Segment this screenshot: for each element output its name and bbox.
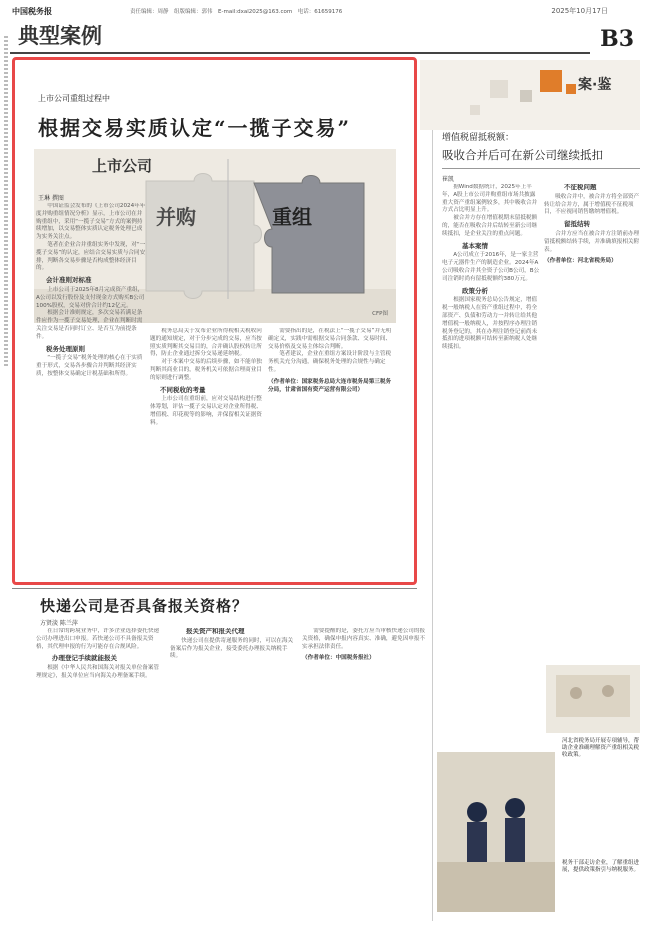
hero-left-text: 并购 [156,205,196,229]
masthead: 中国税务报 [12,7,52,16]
side-author: 崔凯 [442,176,455,183]
subheading: 不同税收的考量 [160,385,206,394]
paragraph: 根据《中华人民共和国海关对报关单位备案管理规定》，报关单位应当向海关办理备案手续。 [36,665,160,679]
banner-text: 案·鉴 [578,77,612,93]
hero-top-text: 上市公司 [92,157,153,175]
paragraph: 合并方应当在被合并方注销前办理留抵税额结转手续，并准确填报相关附表。 [544,230,640,253]
paragraph: A公司成立于2016年，是一家主营电子元器件生产的制造企业。2024年A公司吸收合并其全资子公司B公司，B公司注销时尚有留抵税额约380万元。 [442,252,540,282]
side-col-2 [544,184,640,659]
photo-placeholder-2 [437,752,555,912]
subheading: 办理登记手续就能报关 [52,654,117,663]
second-headline: 快递公司是否具备报关资格？ [40,597,249,615]
paragraph: 需要提醒的是，委托方应当审核快递公司的报关资格，确保申报内容真实、准确，避免因申报不实承担法律责任。 [302,628,426,650]
paragraph: 笔者在企业合并重组实务中发现，对“一揽子交易”的认定，应结合交易实质与合同安排，判断各交易步骤是否构成整体经济目的。 [36,241,146,272]
subheading: 不征税问题 [564,184,597,191]
subheading: 会计准则对标准 [46,276,92,285]
section-title: 典型案例 [18,23,102,48]
main-signature: （作者单位：国家税务总局大连市税务局第三税务分局，甘肃省国有资产运营有限公司） [268,378,392,393]
paragraph: 对于本案中交易的后续步骤，如不能单独判断其商业目的，税务机关可依据合理商业目的原则进行调整。 [150,359,262,381]
paragraph: 上市公司于2025年8月完成资产重组，A公司以发行股份及支付现金方式购买B公司100%股权，交易对价合计约12亿元。 [36,286,145,309]
main-headline: 根据交易实质认定“一揽子交易” [38,116,352,140]
hero-right-text: 重组 [272,205,312,229]
paragraph: 需要指出的是，在税法上“一揽子交易”并无明确定义，实践中需根据交易合同条款、交易时间、交易价格及交易主体综合判断。 [268,328,392,350]
paragraph: 上市公司在重组前，应对交易结构进行整体筹划，评估一揽子交易认定对企业所得税、增值税、印花税等的影响，并保留相关证据资料。 [150,396,262,426]
subheading: 报关资产和报关代理 [186,628,245,635]
side-kicker: 增值税留抵税额： [442,133,515,143]
paragraph: 笔者建议，企业在重组方案设计阶段与主管税务机关充分沟通，确保税务处理的合规性与确定性。 [268,351,392,373]
page-edge-decoration [4,36,8,366]
photo-visit [437,752,555,912]
page-number: B3 [600,26,634,52]
paragraph: 税务总局关于发布企业所得税相关税收问题的通知规定，对于分步完成的交易，应当按照实质判断其交易目的，合并确认股权转让所得，防止企业通过拆分交易递延纳税。 [150,328,262,358]
subheading: 基本案情 [462,241,488,250]
hero-credit: CFP图 [372,311,388,317]
side-rule [442,168,640,169]
subheading: 留抵结转 [564,220,590,229]
main-col-3 [268,328,396,579]
second-col-3 [302,628,426,918]
section-divider [12,588,417,589]
photo-caption-1: 河北省税务局开展专项辅导，帮助企业准确理解资产重组相关税收政策。 [562,738,640,759]
photo-caption-2: 税务干部走访企业，了解重组进展，提供政策指引与纳税服务。 [562,860,640,874]
main-col-1 [36,203,146,579]
case-banner [420,60,640,130]
header-info: 责任编辑：周静 组版编辑：郭伟 E-mail:dxal2025@163.com 电话：61659176 [130,9,343,15]
side-signature: （作者单位：河北省税务局） [544,258,617,265]
paragraph: 根据会计准则规定，多次交易若满足条件应作为一揽子交易处理，企业在判断时需关注交易是否同时订立、是否互为前提条件。 [36,310,143,340]
photo-placeholder-1 [546,665,640,733]
paragraph: 在日常的跨境业务中，许多企业选择委托快递公司办理进出口申报。若快递公司不具备报关资格，其代理申报的行为可能存在合规风险。 [36,628,160,650]
column-separator [432,66,433,921]
top-rule [10,52,590,54]
second-author: 方贤淡 陈兰萍 [40,620,78,627]
subheading: 政策分析 [462,286,488,295]
side-headline: 吸收合并后可在新公司继续抵扣 [442,148,603,162]
page-header [0,0,646,22]
paragraph: 吸收合并中，被合并方将全部资产转让给合并方，属于增值税不征税项目，不应视同销售缴纳增值税。 [544,193,640,216]
second-col-2 [170,628,298,918]
paragraph: 中国证监会发布的《上市公司2024年年度并购重组情况分析》显示，上市公司在并购重组中，采用“一揽子交易”方式的案例持续增加，以交易整体实质认定税务处理已成为实务关注点。 [36,203,146,241]
paragraph: 据Wind数据统计，2025年上半年，A股上市公司并购重组市场共披露重大资产重组案例较多，其中吸收合并方式占比明显上升。 [442,184,538,214]
second-col-1 [36,628,164,918]
side-col-1 [442,184,540,624]
subheading: 税务处理原则 [46,344,85,353]
main-kicker: 上市公司重组过程中 [38,94,110,103]
paragraph: 根据国家税务总局公告规定，增值税一般纳税人在资产重组过程中，将全部资产、负债和劳动力一并转让给其他增值税一般纳税人，并按程序办理注销税务登记的，其在办理注销登记前尚未抵扣的进项税额可结转至新纳税人处继续抵扣。 [442,297,538,351]
second-signature: （作者单位：中国税务报社） [302,655,375,662]
paragraph: “一揽子交易”税务处理的核心在于实质重于形式，交易各步骤合并判断其经济实质，按整体交易确定计税基础和所得。 [36,355,143,377]
paragraph: 被合并方存在增值税期末留抵税额的，能否在吸收合并后结转至新公司继续抵扣，是企业关注的重点问题。 [442,215,538,237]
main-col-2 [150,328,262,579]
issue-date: 2025年10月17日 [551,7,608,15]
paragraph: 快递公司在提供寄递服务的同时，可以在海关备案后作为报关企业，接受委托办理报关纳税手续。 [170,637,294,660]
photo-tax-officers [546,665,640,733]
banner-graphic [420,60,640,130]
main-author: 王琳 撰图 [38,195,64,202]
